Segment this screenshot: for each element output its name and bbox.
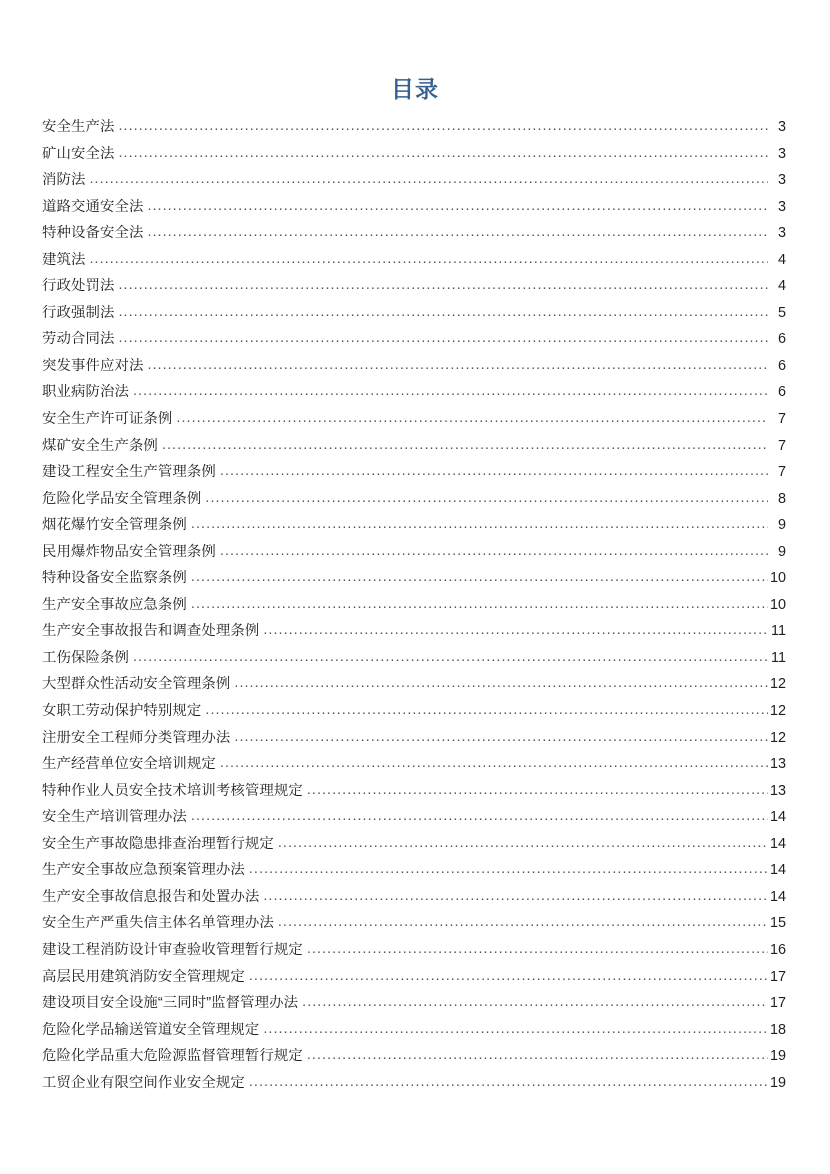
- toc-dot-leader: [191, 569, 768, 585]
- toc-dot-leader: [278, 914, 768, 930]
- toc-entry[interactable]: [42, 460, 786, 487]
- toc-entry[interactable]: [42, 619, 786, 646]
- toc-entry-label: 危险化学品输送管道安全管理规定: [42, 1021, 260, 1038]
- toc-dot-leader: [307, 782, 768, 798]
- toc-dot-leader: [249, 1074, 768, 1090]
- toc-entry-page-number: 12: [769, 676, 786, 693]
- toc-entry-label: 危险化学品安全管理条例: [42, 490, 202, 507]
- toc-entry-page-number: 16: [769, 941, 786, 958]
- toc-entry[interactable]: [42, 832, 786, 859]
- toc-entry-page-number: 13: [769, 782, 786, 799]
- toc-dot-leader: [176, 410, 768, 426]
- toc-entry[interactable]: [42, 699, 786, 726]
- toc-dot-leader: [147, 224, 768, 240]
- toc-entry-label: 突发事件应对法: [42, 357, 144, 374]
- toc-entry[interactable]: [42, 991, 786, 1018]
- toc-entry-page-number: 7: [777, 464, 786, 481]
- toc-dot-leader: [205, 490, 768, 506]
- toc-entry-label: 生产安全事故报告和调查处理条例: [42, 623, 260, 640]
- toc-entry-label: 安全生产培训管理办法: [42, 809, 187, 826]
- toc-entry-page-number: 7: [777, 437, 786, 454]
- toc-dot-leader: [191, 808, 768, 824]
- toc-dot-leader: [263, 622, 768, 638]
- toc-entry-label: 建设工程安全生产管理条例: [42, 464, 216, 481]
- toc-dot-leader: [191, 516, 768, 532]
- toc-entry-label: 安全生产法: [42, 119, 115, 135]
- toc-entry[interactable]: [42, 168, 786, 195]
- toc-entry-page-number: 3: [777, 145, 786, 162]
- toc-entry-page-number: 4: [777, 278, 786, 295]
- toc-dot-leader: [220, 463, 768, 479]
- toc-entry-page-number: 6: [777, 331, 786, 348]
- toc-dot-leader: [118, 304, 768, 320]
- toc-entry-label: 特种设备安全监察条例: [42, 570, 187, 587]
- toc-entry-label: 建设工程消防设计审查验收管理暂行规定: [42, 941, 303, 958]
- toc-entry-page-number: 11: [771, 649, 786, 666]
- toc-entry-page-number: 9: [777, 543, 786, 560]
- toc-dot-leader: [118, 330, 768, 346]
- toc-entry[interactable]: [42, 407, 786, 434]
- toc-entry-page-number: 14: [769, 888, 786, 905]
- toc-entry-label: 民用爆炸物品安全管理条例: [42, 543, 216, 560]
- toc-entry[interactable]: [42, 858, 786, 885]
- toc-entry[interactable]: [42, 327, 786, 354]
- toc-dot-leader: [220, 543, 768, 559]
- toc-entry-label: 煤矿安全生产条例: [42, 437, 158, 454]
- toc-entry-label: 建设项目安全设施“三同时”监督管理办法: [42, 995, 299, 1012]
- toc-entry-label: 职业病防治法: [42, 384, 129, 401]
- toc-entry-page-number: 17: [769, 968, 786, 985]
- toc-dot-leader: [118, 118, 768, 134]
- toc-entry[interactable]: [42, 513, 786, 540]
- toc-dot-leader: [307, 1047, 768, 1063]
- toc-dot-leader: [118, 145, 768, 161]
- toc-entry[interactable]: [42, 646, 786, 673]
- toc-entry-page-number: 3: [777, 119, 786, 135]
- toc-entry-label: 劳动合同法: [42, 331, 115, 348]
- toc-entry-label: 消防法: [42, 172, 86, 189]
- toc-entry[interactable]: [42, 1044, 786, 1071]
- toc-dot-leader: [263, 1021, 768, 1037]
- toc-entry-label: 高层民用建筑消防安全管理规定: [42, 968, 245, 985]
- page-title: 目录: [391, 76, 439, 102]
- toc-entry-page-number: 17: [769, 995, 786, 1012]
- toc-entry[interactable]: [42, 726, 786, 753]
- toc-entry[interactable]: [42, 354, 786, 381]
- toc-entry-label: 生产经营单位安全培训规定: [42, 756, 216, 773]
- toc-entry-label: 生产安全事故应急条例: [42, 596, 187, 613]
- toc-entry[interactable]: [42, 487, 786, 514]
- toc-entry[interactable]: [42, 752, 786, 779]
- toc-entry-label: 道路交通安全法: [42, 198, 144, 215]
- toc-entry-page-number: 3: [777, 225, 786, 242]
- toc-dot-leader: [191, 596, 768, 612]
- toc-entry[interactable]: [42, 1071, 786, 1098]
- toc-entry[interactable]: [42, 301, 786, 328]
- toc-entry-label: 行政处罚法: [42, 278, 115, 295]
- toc-entry-label: 烟花爆竹安全管理条例: [42, 517, 187, 534]
- toc-entry-page-number: 14: [769, 835, 786, 852]
- toc-entry-page-number: 12: [769, 729, 786, 746]
- toc-entry-page-number: 12: [769, 703, 786, 720]
- toc-entry-label: 工贸企业有限空间作业安全规定: [42, 1074, 245, 1091]
- toc-entry-page-number: 10: [769, 570, 786, 587]
- toc-dot-leader: [234, 729, 768, 745]
- toc-entry-page-number: 6: [777, 384, 786, 401]
- toc-entry-page-number: 11: [771, 623, 786, 640]
- toc-entry[interactable]: [42, 221, 786, 248]
- toc-entry-page-number: 3: [777, 172, 786, 189]
- toc-dot-leader: [162, 437, 768, 453]
- toc-entry[interactable]: [42, 593, 786, 620]
- toc-entry-label: 建筑法: [42, 251, 86, 268]
- toc-entry-label: 安全生产严重失信主体名单管理办法: [42, 915, 274, 932]
- toc-entry-label: 生产安全事故应急预案管理办法: [42, 862, 245, 879]
- toc-entry-page-number: 3: [777, 198, 786, 215]
- toc-entry[interactable]: [42, 195, 786, 222]
- toc-entry-page-number: 7: [777, 411, 786, 428]
- toc-dot-leader: [89, 171, 768, 187]
- toc-entry[interactable]: [42, 142, 786, 169]
- toc-entry-label: 特种设备安全法: [42, 225, 144, 242]
- toc-entry[interactable]: [42, 248, 786, 275]
- toc-entry[interactable]: [42, 274, 786, 301]
- toc-dot-leader: [220, 755, 768, 771]
- toc-entry[interactable]: [42, 566, 786, 593]
- toc-dot-leader: [133, 383, 768, 399]
- toc-entry-page-number: 6: [777, 357, 786, 374]
- toc-entry[interactable]: [42, 380, 786, 407]
- toc-entry-page-number: 9: [777, 517, 786, 534]
- toc-entry-page-number: 8: [777, 490, 786, 507]
- toc-dot-leader: [89, 251, 768, 267]
- toc-dot-leader: [278, 835, 768, 851]
- toc-entry[interactable]: [42, 434, 786, 461]
- toc-entry-page-number: 18: [769, 1021, 786, 1038]
- toc-entry[interactable]: [42, 540, 786, 567]
- toc-dot-leader: [118, 277, 768, 293]
- table-of-contents-list: [42, 115, 786, 1097]
- toc-entry[interactable]: [42, 911, 786, 938]
- toc-dot-leader: [133, 649, 768, 665]
- toc-entry-label: 危险化学品重大危险源监督管理暂行规定: [42, 1048, 303, 1065]
- toc-entry-page-number: 19: [769, 1074, 786, 1091]
- toc-entry-page-number: 4: [777, 251, 786, 268]
- toc-entry-label: 工伤保险条例: [42, 649, 129, 666]
- toc-entry-page-number: 19: [769, 1048, 786, 1065]
- toc-entry-label: 安全生产许可证条例: [42, 411, 173, 428]
- toc-dot-leader: [302, 994, 768, 1010]
- toc-dot-leader: [205, 702, 768, 718]
- toc-entry[interactable]: [42, 779, 786, 806]
- toc-entry-label: 行政强制法: [42, 304, 115, 321]
- toc-entry-page-number: 10: [769, 596, 786, 613]
- toc-entry[interactable]: [42, 1018, 786, 1045]
- toc-entry-page-number: 5: [777, 304, 786, 321]
- toc-dot-leader: [147, 357, 768, 373]
- toc-entry-page-number: 13: [769, 756, 786, 773]
- toc-entry[interactable]: [42, 672, 786, 699]
- toc-entry-label: 注册安全工程师分类管理办法: [42, 729, 231, 746]
- toc-entry-label: 矿山安全法: [42, 145, 115, 162]
- toc-dot-leader: [263, 888, 768, 904]
- toc-dot-leader: [307, 941, 768, 957]
- toc-entry-label: 女职工劳动保护特别规定: [42, 703, 202, 720]
- toc-entry-label: 大型群众性活动安全管理条例: [42, 676, 231, 693]
- toc-entry[interactable]: [42, 965, 786, 992]
- toc-dot-leader: [249, 861, 768, 877]
- toc-dot-leader: [234, 675, 768, 691]
- toc-entry[interactable]: [42, 938, 786, 965]
- toc-entry-page-number: 15: [769, 915, 786, 932]
- toc-entry[interactable]: [42, 115, 786, 142]
- toc-entry-label: 安全生产事故隐患排查治理暂行规定: [42, 835, 274, 852]
- toc-entry-page-number: 14: [769, 862, 786, 879]
- toc-dot-leader: [249, 968, 768, 984]
- toc-dot-leader: [147, 198, 768, 214]
- toc-entry[interactable]: [42, 885, 786, 912]
- toc-entry-page-number: 14: [769, 809, 786, 826]
- toc-entry-label: 生产安全事故信息报告和处置办法: [42, 888, 260, 905]
- toc-entry[interactable]: [42, 805, 786, 832]
- toc-entry-label: 特种作业人员安全技术培训考核管理规定: [42, 782, 303, 799]
